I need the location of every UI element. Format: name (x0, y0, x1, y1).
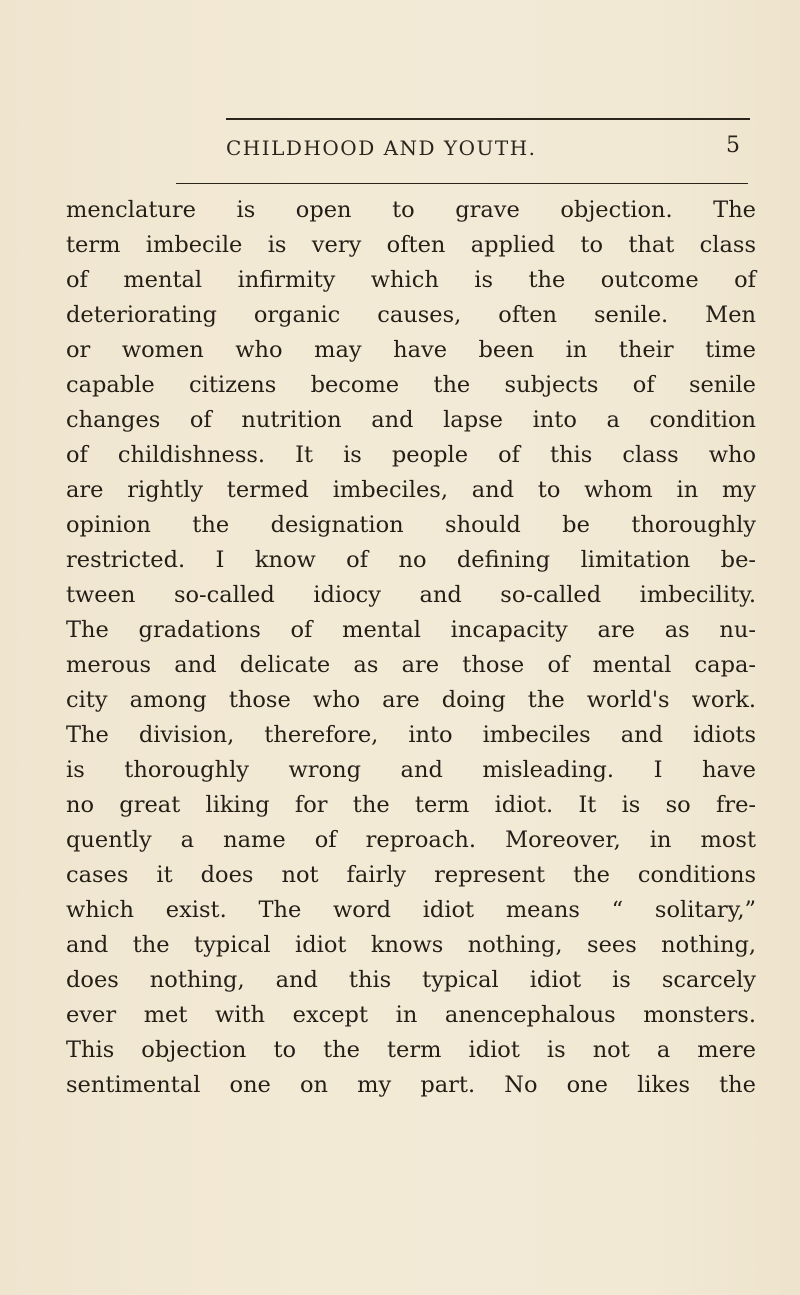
text-line: This objection to the term idiot is not a mere (66, 1037, 756, 1063)
page-number: 5 (726, 133, 740, 158)
header-top-rule (226, 118, 750, 120)
text-line: term imbecile is very often applied to that class (66, 232, 756, 258)
text-line: The division, therefore, into imbeciles and idiots (66, 722, 756, 748)
text-line: opinion the designation should be thoroughly (66, 512, 756, 538)
text-line: quently a name of reproach. Moreover, in most (66, 827, 756, 853)
text-line: merous and delicate as are those of mental capa- (66, 652, 756, 678)
text-line: is thoroughly wrong and misleading. I have (66, 757, 756, 783)
text-line: tween so-called idiocy and so-called imbecility. (66, 582, 756, 608)
text-line: menclature is open to grave objection. The (66, 197, 756, 223)
body-text (66, 193, 756, 1103)
text-line: restricted. I know of no defining limitation be- (66, 547, 756, 573)
text-line: city among those who are doing the world's work. (66, 687, 756, 713)
text-line: capable citizens become the subjects of senile (66, 372, 756, 398)
text-line: or women who may have been in their time (66, 337, 756, 363)
text-line: of mental infirmity which is the outcome of (66, 267, 756, 293)
text-line: and the typical idiot knows nothing, sees nothing, (66, 932, 756, 958)
text-line: of childishness. It is people of this class who (66, 442, 756, 468)
text-line: are rightly termed imbeciles, and to whom in my (66, 477, 756, 503)
text-line: deteriorating organic causes, often senile. Men (66, 302, 756, 328)
running-head: CHILDHOOD AND YOUTH. (226, 136, 537, 160)
header-bottom-rule (176, 183, 748, 184)
text-line: ever met with except in anencephalous monsters. (66, 1002, 756, 1028)
text-line: which exist. The word idiot means “ solitary,” (66, 897, 756, 923)
text-line: changes of nutrition and lapse into a condition (66, 407, 756, 433)
text-line: sentimental one on my part. No one likes the (66, 1072, 756, 1098)
text-line: does nothing, and this typical idiot is scarcely (66, 967, 756, 993)
text-line: cases it does not fairly represent the conditions (66, 862, 756, 888)
text-line: no great liking for the term idiot. It is so fre- (66, 792, 756, 818)
text-line: The gradations of mental incapacity are as nu- (66, 617, 756, 643)
